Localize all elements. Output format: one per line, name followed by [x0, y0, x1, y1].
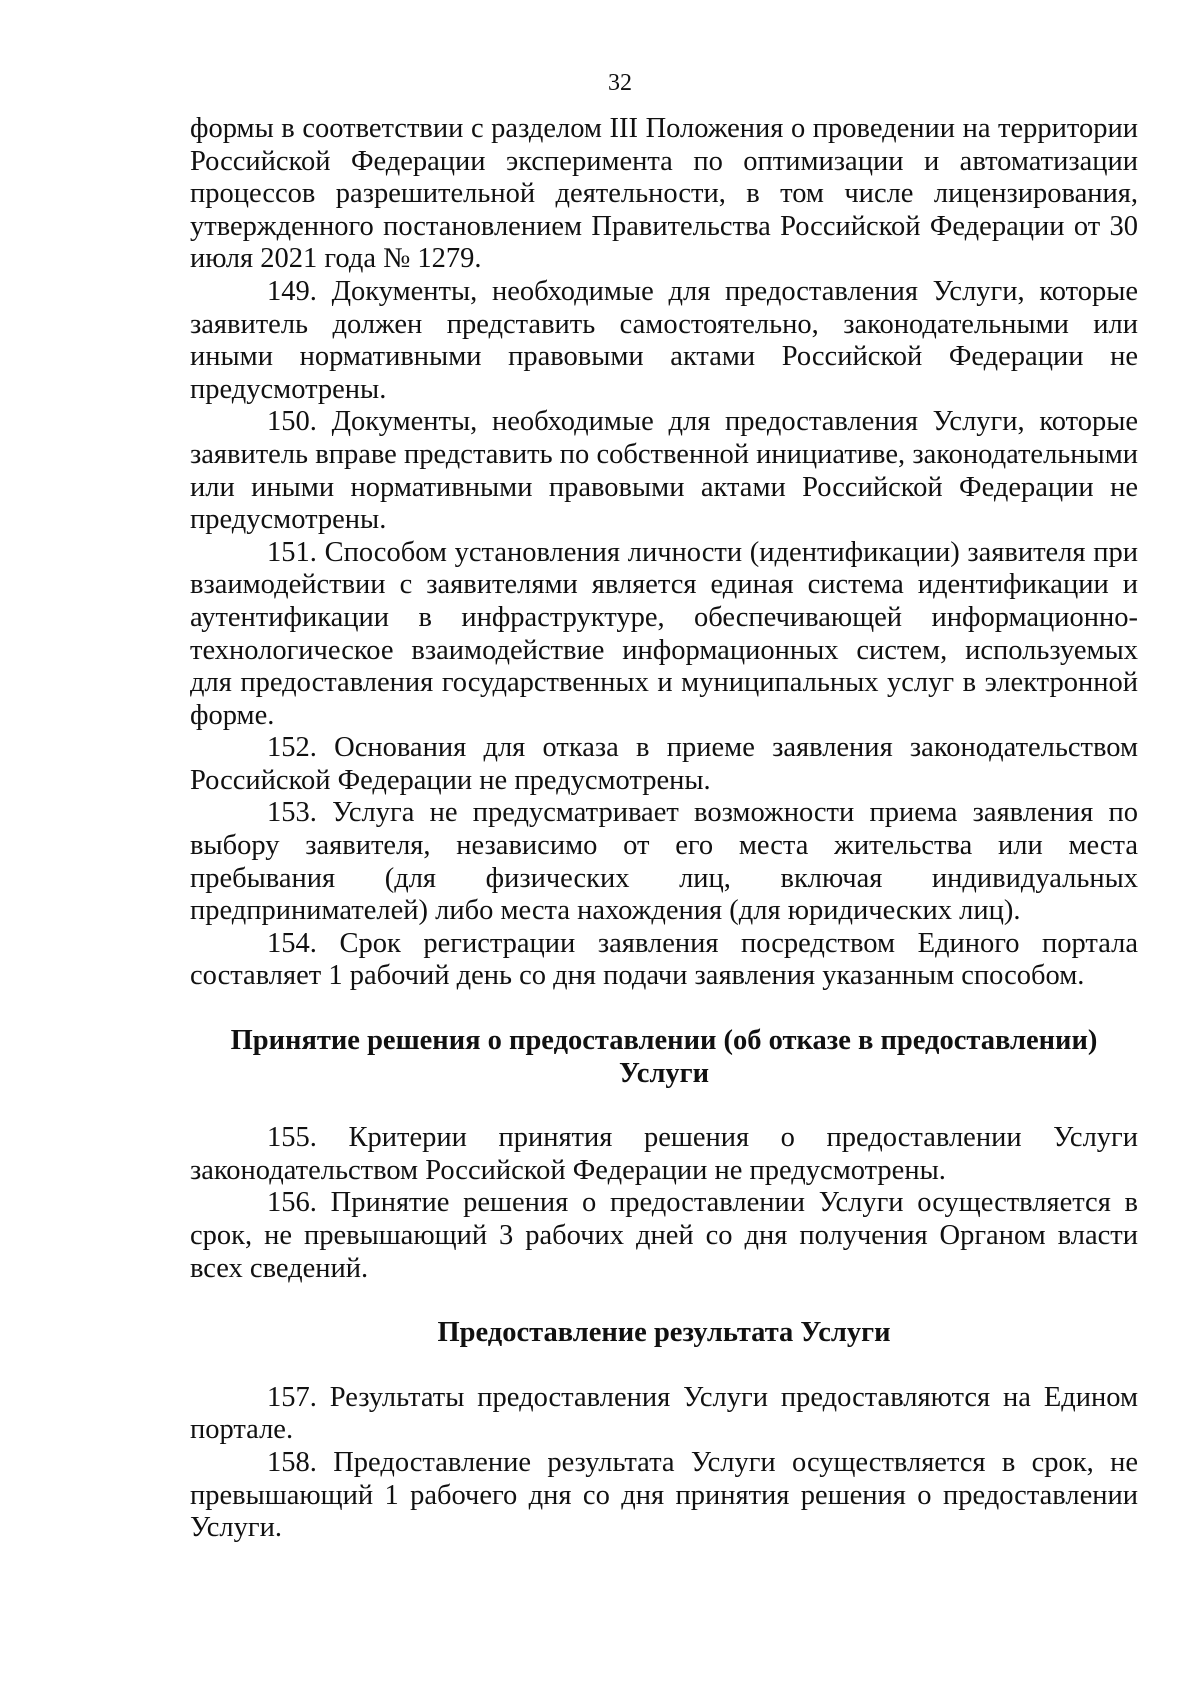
section-heading-decision-line2: Услуги — [618, 1057, 710, 1089]
intro-paragraph: формы в соответствии с разделом III Положения о проведении на территории Российской Федерации эксперимента по оптимизации и автоматизации процессов разрешительной деятельности, в том числе лицензирования, утвержденного постановлением Правительства Российской Федерации от 30 июля 2021 года № 1279. — [190, 113, 1138, 275]
document-body — [190, 113, 1138, 1545]
paragraph-158: 158. Предоставление результата Услуги осуществляется в срок, не превышающий 1 рабочего дня со дня принятия решения о предоставлении Услуги. — [190, 1446, 1138, 1544]
paragraph-152: 152. Основания для отказа в приеме заявления законодательством Российской Федерации не предусмотрены. — [190, 732, 1138, 796]
paragraph-154: 154. Срок регистрации заявления посредством Единого портала составляет 1 рабочий день со дня подачи заявления указанным способом. — [190, 927, 1138, 992]
section-heading-result: Предоставление результата Услуги — [437, 1317, 891, 1349]
paragraph-149: 149. Документы, необходимые для предоставления Услуги, которые заявитель должен представить самостоятельно, законодательными или иными нормативными правовыми актами Российской Федерации не предусмотрены. — [190, 275, 1138, 405]
section-heading-decision — [190, 1025, 1138, 1090]
paragraph-155: 155. Критерии принятия решения о предоставлении Услуги законодательством Российской Федерации не предусмотрены. — [190, 1122, 1138, 1186]
paragraph-151: 151. Способом установления личности (идентификации) заявителя при взаимодействии с заявителями является единая система идентификации и аутентификации в инфраструктуре, обеспечивающей информационно-технологическое взаимодействие информационных систем, используемых для предоставления государственных и муниципальных услуг в электронной форме. — [190, 536, 1138, 731]
section-heading-decision-line1: Принятие решения о предоставлении (об отказе в предоставлении) — [230, 1025, 1098, 1057]
paragraph-156: 156. Принятие решения о предоставлении Услуги осуществляется в срок, не превышающий 3 рабочих дней со дня получения Органом власти всех сведений. — [190, 1187, 1138, 1284]
paragraph-153: 153. Услуга не предусматривает возможности приема заявления по выбору заявителя, независимо от его места жительства или места пребывания (для физических лиц, включая индивидуальных предпринимателей) либо места нахождения (для юридических лиц). — [190, 797, 1138, 927]
paragraph-157: 157. Результаты предоставления Услуги предоставляются на Едином портале. — [190, 1381, 1138, 1446]
paragraph-150: 150. Документы, необходимые для предоставления Услуги, которые заявитель вправе представить по собственной инициативе, законодательными или иными нормативными правовыми актами Российской Федерации не предусмотрены. — [190, 406, 1138, 536]
page-number: 32 — [608, 70, 632, 96]
